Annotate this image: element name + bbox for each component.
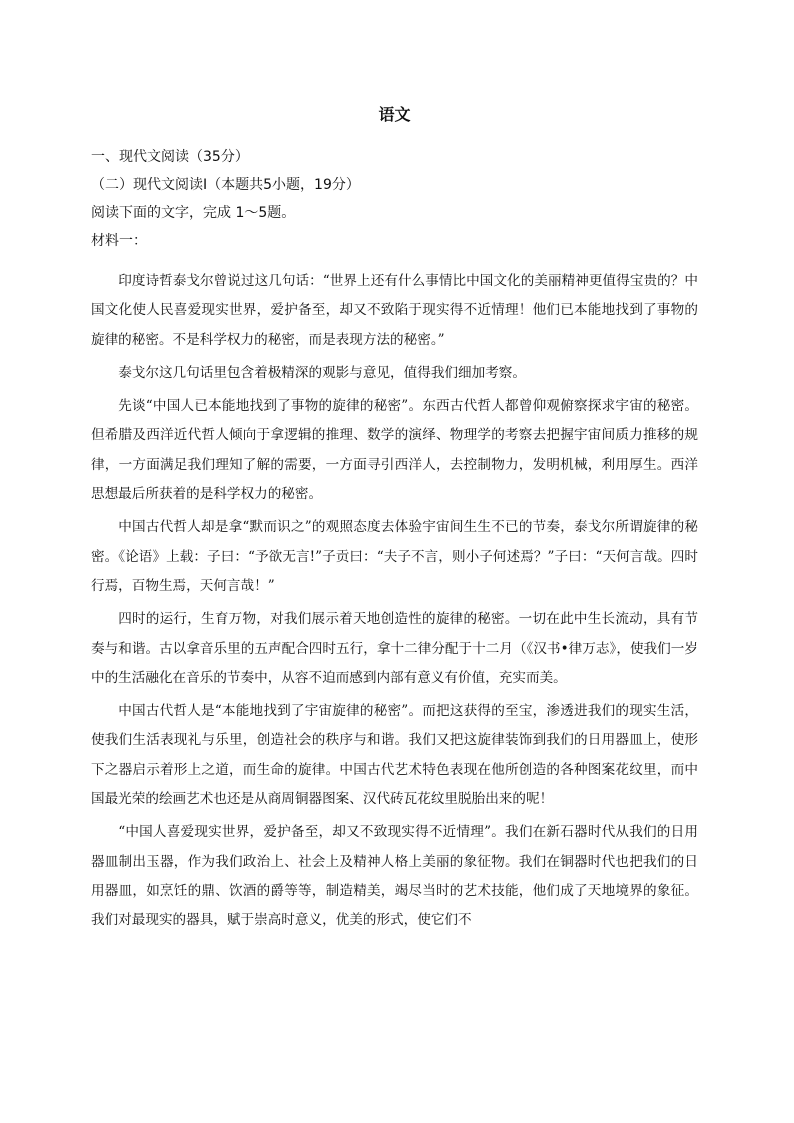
- section-heading: 一、现代文阅读（35分）: [91, 149, 249, 165]
- paragraph-2: 泰戈尔这几句话里包含着极精深的观影与意见，值得我们细加考察。: [118, 364, 526, 381]
- paragraph-5: 四时的运行，生育万物，对我们展示着天地创造性的旋律的秘密。一切在此中生长流动，具有节奏与和谐。古以拿音乐里的五声配合四时五行，拿十二律分配于十二月（《汉书•律万志》，使我们一岁中的生活融化在音乐的节奏中，从容不迫而感到内部有意义有价值，充实而美。: [91, 611, 698, 686]
- subsection-heading: （二）现代文阅读Ⅰ（本题共5小题，19分）: [91, 177, 360, 193]
- material-label: 材料一：: [91, 233, 147, 249]
- paragraph-3: 先谈“中国人已本能地找到了事物的旋律的秘密”。东西古代哲人都曾仰观俯察探求宇宙的秘密。但希腊及西洋近代哲人倾向于拿逻辑的推理、数学的演绎、物理学的考察去把握宇宙间质力推移的规律，一方面满足我们理知了解的需要，一方面寻引西洋人，去控制物力，发明机械，利用厚生。西洋思想最后所获着的是科学权力的秘密。: [91, 398, 698, 503]
- instruction-text: 阅读下面的文字，完成 1～5题。: [91, 205, 296, 221]
- paragraph-6: 中国古代哲人是“本能地找到了宇宙旋律的秘密”。而把这获得的至宝，渗透进我们的现实生活，使我们生活表现礼与乐里，创造社会的秩序与和谐。我们又把这旋律装饰到我们的日用器皿上，使形下之器启示着形上之道，而生命的旋律。中国古代艺术特色表现在他所创造的各种图案花纹里，而中国最光荣的绘画艺术也还是从商周铜器图案、汉代砖瓦花纹里脱胎出来的呢！: [91, 703, 698, 808]
- paragraph-4: 中国古代哲人却是拿“默而识之”的观照态度去体验宇宙间生生不已的节奏，泰戈尔所谓旋律的秘密。《论语》上载：子曰：“予欲无言!”子贡曰：“夫子不言，则小子何述焉？”子曰：“天何言哉。四时行焉，百物生焉，天何言哉！”: [91, 519, 698, 594]
- paragraph-1: 印度诗哲泰戈尔曾说过这几句话：“世界上还有什么事情比中国文化的美丽精神更值得宝贵的？中国文化使人民喜爱现实世界，爱护备至，却又不致陷于现实得不近情理！他们已本能地找到了事物的旋律的秘密。不是科学权力的秘密，而是表现方法的秘密。”: [91, 273, 698, 348]
- paragraph-7: “中国人喜爱现实世界，爱护备至，却又不致现实得不近情理”。我们在新石器时代从我们的日用器皿制出玉器，作为我们政治上、社会上及精神人格上美丽的象征物。我们在铜器时代也把我们的日用器皿，如烹饪的鼎、饮酒的爵等等，制造精美，竭尽当时的艺术技能，他们成了天地境界的象征。我们对最现实的器具，赋于崇高时意义，优美的形式，使它们不: [91, 824, 698, 929]
- page-title: 语文: [378, 105, 411, 124]
